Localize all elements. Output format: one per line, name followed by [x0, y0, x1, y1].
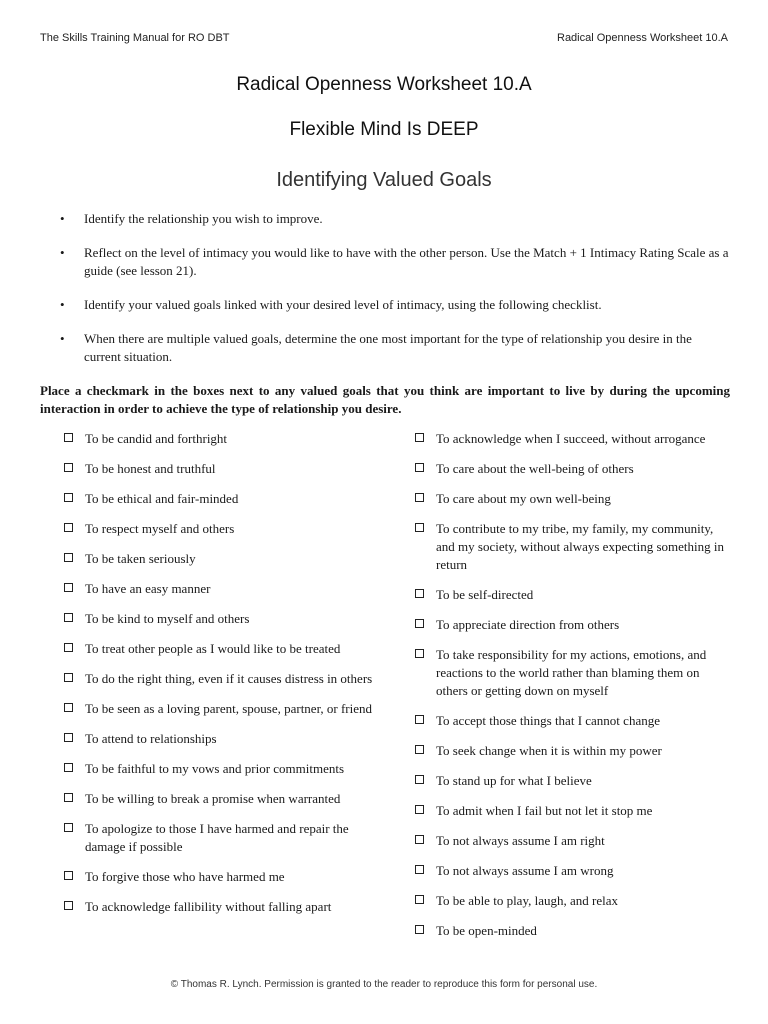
- checklist-item[interactable]: [415, 922, 730, 940]
- instruction-bullets: [60, 210, 730, 382]
- checkbox[interactable]: [415, 775, 424, 784]
- checklist-item-label: To be candid and forthright: [85, 431, 228, 446]
- checklist-item[interactable]: [415, 832, 730, 850]
- checkbox[interactable]: [64, 733, 73, 742]
- checkbox[interactable]: [415, 433, 424, 442]
- checklist-item[interactable]: [64, 640, 384, 658]
- checklist-item[interactable]: [64, 730, 384, 748]
- checkbox[interactable]: [64, 673, 73, 682]
- checkbox[interactable]: [415, 493, 424, 502]
- checkbox[interactable]: [415, 715, 424, 724]
- checklist-item[interactable]: [64, 520, 384, 538]
- bullet-icon: •: [60, 211, 65, 226]
- copyright-footer: © Thomas R. Lynch. Permission is granted to the reader to reproduce this form for personal use.: [170, 979, 598, 990]
- worksheet-subtitle: Flexible Mind Is DEEP: [289, 119, 479, 140]
- checklist-item-label: To be self-directed: [436, 587, 534, 602]
- checklist-item[interactable]: [415, 586, 730, 604]
- checklist-item-label: To take responsibility for my actions, emotions, and reactions to the world rather than blaming them on others or getting down on myself: [436, 647, 707, 698]
- checklist-item[interactable]: [64, 820, 384, 856]
- checklist-item[interactable]: [64, 760, 384, 778]
- checkbox[interactable]: [64, 553, 73, 562]
- checklist-item-label: To be ethical and fair-minded: [85, 491, 239, 506]
- checkbox[interactable]: [415, 589, 424, 598]
- checkbox[interactable]: [415, 463, 424, 472]
- checklist-item[interactable]: [415, 646, 730, 700]
- checkbox[interactable]: [415, 523, 424, 532]
- running-header: [40, 32, 728, 44]
- checklist-item-label: To care about the well-being of others: [436, 461, 634, 476]
- checklist-item[interactable]: [64, 460, 384, 478]
- checklist-item-label: To be faithful to my vows and prior commitments: [85, 761, 345, 776]
- bullet-item: [60, 244, 730, 280]
- checkbox[interactable]: [64, 823, 73, 832]
- checklist-item[interactable]: [415, 772, 730, 790]
- checklist-instruction: Place a checkmark in the boxes next to any valued goals that you think are important to live by during the upcoming interaction in order to achieve the type of relationship you desire.: [40, 383, 730, 416]
- checklist-item-label: To be kind to myself and others: [85, 611, 250, 626]
- checklist-item-label: To apologize to those I have harmed and repair the damage if possible: [85, 821, 349, 854]
- checkbox[interactable]: [415, 745, 424, 754]
- checklist-item[interactable]: [415, 892, 730, 910]
- checklist-item-label: To contribute to my tribe, my family, my community, and my society, without always expecting something in return: [436, 521, 724, 572]
- checklist-item-label: To be honest and truthful: [85, 461, 216, 476]
- checklist-item[interactable]: [64, 580, 384, 598]
- checklist-item-label: To acknowledge fallibility without falling apart: [85, 899, 332, 914]
- checkbox[interactable]: [64, 793, 73, 802]
- checklist-item-label: To care about my own well-being: [436, 491, 611, 506]
- running-header-left: The Skills Training Manual for RO DBT: [40, 32, 230, 44]
- checklist-item[interactable]: [64, 898, 384, 916]
- checkbox[interactable]: [64, 643, 73, 652]
- checkbox[interactable]: [415, 895, 424, 904]
- worksheet-title: Radical Openness Worksheet 10.A: [236, 74, 532, 95]
- checkbox[interactable]: [415, 925, 424, 934]
- checklist-item[interactable]: [64, 790, 384, 808]
- checkbox[interactable]: [64, 901, 73, 910]
- checklist-item[interactable]: [64, 670, 384, 688]
- checkbox[interactable]: [64, 433, 73, 442]
- checklist-item-label: To not always assume I am right: [436, 833, 605, 848]
- checklist-item[interactable]: [64, 610, 384, 628]
- bullet-item: [60, 210, 730, 228]
- checklist-item[interactable]: [415, 862, 730, 880]
- checklist-item-label: To be willing to break a promise when warranted: [85, 791, 341, 806]
- checklist-item-label: To appreciate direction from others: [436, 617, 620, 632]
- checklist-item[interactable]: [415, 490, 730, 508]
- checklist-item[interactable]: [415, 712, 730, 730]
- checklist-item-label: To be seen as a loving parent, spouse, partner, or friend: [85, 701, 373, 716]
- checkbox[interactable]: [415, 649, 424, 658]
- checklist-item-label: To not always assume I am wrong: [436, 863, 614, 878]
- bullet-item: [60, 296, 730, 314]
- checklist-item-label: To have an easy manner: [85, 581, 211, 596]
- checkbox[interactable]: [64, 703, 73, 712]
- checklist-item[interactable]: [64, 868, 384, 886]
- checkbox[interactable]: [415, 865, 424, 874]
- checklist-item[interactable]: [64, 430, 384, 448]
- checkbox[interactable]: [64, 613, 73, 622]
- checklist-left-column: [64, 430, 384, 928]
- checklist-item[interactable]: [415, 430, 730, 448]
- checklist-item-label: To do the right thing, even if it causes distress in others: [85, 671, 373, 686]
- checklist-item-label: To be taken seriously: [85, 551, 196, 566]
- checkbox[interactable]: [64, 463, 73, 472]
- checklist-item-label: To forgive those who have harmed me: [85, 869, 285, 884]
- checklist-right-column: [415, 430, 730, 952]
- checkbox[interactable]: [64, 763, 73, 772]
- checklist-item[interactable]: [64, 490, 384, 508]
- checklist-item[interactable]: [415, 802, 730, 820]
- checklist-item-label: To be open-minded: [436, 923, 537, 938]
- checklist-item[interactable]: [64, 700, 384, 718]
- checklist-item-label: To attend to relationships: [85, 731, 217, 746]
- bullet-icon: •: [60, 245, 65, 260]
- bullet-text: Identify the relationship you wish to improve.: [84, 211, 323, 226]
- bullet-text: Identify your valued goals linked with your desired level of intimacy, using the following checklist.: [84, 297, 602, 312]
- running-header-right: Radical Openness Worksheet 10.A: [557, 32, 728, 44]
- checklist-item-label: To seek change when it is within my power: [436, 743, 662, 758]
- checklist-item-label: To accept those things that I cannot change: [436, 713, 660, 728]
- checklist-item-label: To respect myself and others: [85, 521, 235, 536]
- bullet-icon: •: [60, 331, 65, 346]
- checkbox[interactable]: [64, 493, 73, 502]
- checklist-item[interactable]: [415, 616, 730, 634]
- checklist-item-label: To admit when I fail but not let it stop me: [436, 803, 653, 818]
- bullet-text: Reflect on the level of intimacy you would like to have with the other person. Use the Match + 1 Intimacy Rating Scale as a guide (see lesson 21).: [84, 245, 729, 278]
- checklist-item[interactable]: [415, 460, 730, 478]
- section-title: Identifying Valued Goals: [276, 169, 492, 191]
- checklist-item-label: To stand up for what I believe: [436, 773, 592, 788]
- checklist-item[interactable]: [415, 520, 730, 574]
- checkbox[interactable]: [415, 805, 424, 814]
- checklist-item[interactable]: [415, 742, 730, 760]
- checkbox[interactable]: [64, 871, 73, 880]
- checkbox[interactable]: [64, 523, 73, 532]
- checkbox[interactable]: [415, 835, 424, 844]
- checkbox[interactable]: [64, 583, 73, 592]
- bullet-item: [60, 330, 730, 366]
- checklist-item-label: To treat other people as I would like to be treated: [85, 641, 341, 656]
- checklist-item-label: To be able to play, laugh, and relax: [436, 893, 618, 908]
- bullet-text: When there are multiple valued goals, determine the one most important for the type of relationship you desire in the current situation.: [84, 331, 692, 364]
- checklist-item-label: To acknowledge when I succeed, without arrogance: [436, 431, 706, 446]
- bullet-icon: •: [60, 297, 65, 312]
- checkbox[interactable]: [415, 619, 424, 628]
- checklist-item[interactable]: [64, 550, 384, 568]
